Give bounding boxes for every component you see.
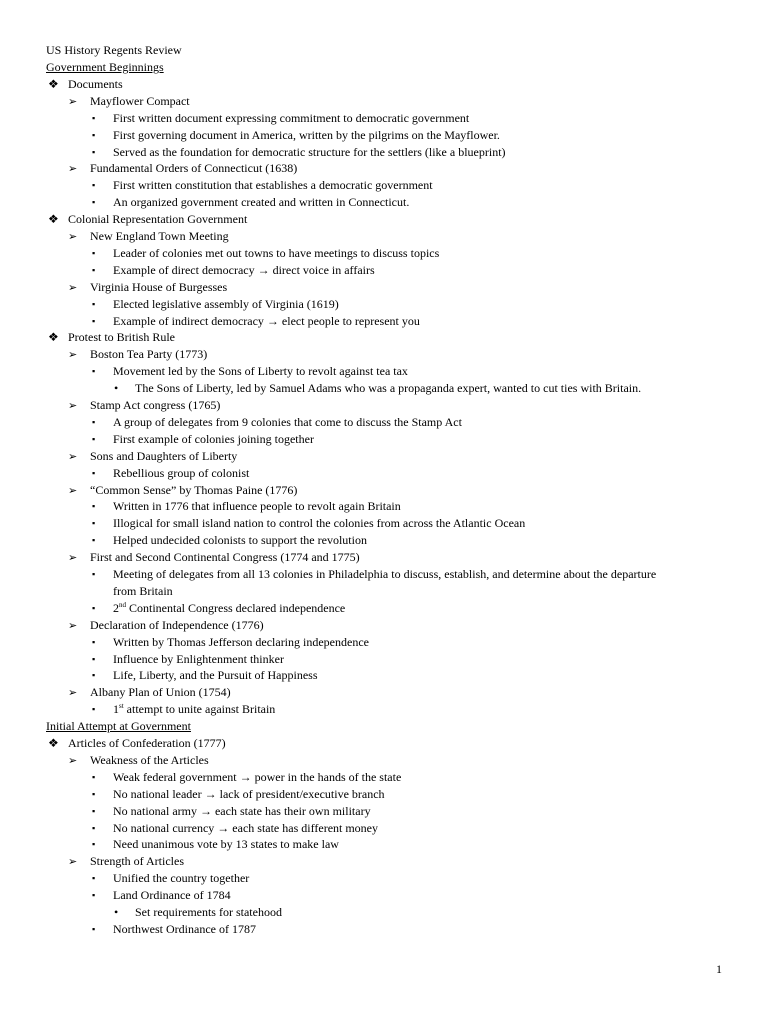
item-text: An organized government created and written in Connecticut. [113, 195, 410, 210]
outline-item [92, 600, 345, 618]
outline-item [92, 836, 339, 854]
dot-bullet-icon: • [114, 381, 119, 396]
item-text: 2nd Continental Congress declared independence [113, 600, 346, 615]
outline-item [92, 194, 409, 212]
outline-item [92, 414, 462, 432]
square-bullet-icon: ▪ [92, 670, 96, 681]
square-bullet-icon: ▪ [92, 839, 96, 850]
item-text: Set requirements for statehood [135, 905, 282, 919]
item-text: 1st attempt to unite against Britain [113, 702, 276, 717]
square-bullet-icon: ▪ [92, 653, 96, 664]
square-bullet-icon: ▪ [92, 467, 96, 478]
item-text: Unified the country together [113, 871, 250, 886]
item-text: Mayflower Compact [90, 93, 190, 108]
item-text: Virginia House of Burgesses [90, 279, 228, 294]
outline-item [92, 262, 375, 280]
outline-item [92, 921, 256, 939]
arrow-bullet-icon: ➢ [68, 349, 78, 362]
outline-item [68, 228, 229, 246]
arrow-bullet-icon: ➢ [68, 552, 78, 565]
item-text: Initial Attempt at Government [46, 719, 191, 734]
outline-item [92, 820, 378, 838]
item-text: from Britain [113, 583, 173, 598]
outline-item [113, 583, 173, 600]
outline-item [92, 786, 385, 804]
arrow-bullet-icon: ➢ [68, 484, 78, 497]
outline-item [92, 515, 525, 533]
item-text: The Sons of Liberty, led by Samuel Adams who was a propaganda expert, wanted to cut ties with Britain. [135, 381, 642, 396]
item-text: Land Ordinance of 1784 [113, 888, 231, 903]
square-bullet-icon: ▪ [92, 129, 96, 140]
outline-item [114, 380, 641, 397]
square-bullet-icon: ▪ [92, 518, 96, 529]
section-heading [46, 59, 164, 76]
arrow-bullet-icon: ➢ [68, 754, 78, 767]
outline-item [92, 651, 284, 669]
square-bullet-icon: ▪ [92, 112, 96, 123]
item-text: First governing document in America, written by the pilgrims on the Mayflower. [113, 127, 500, 142]
item-text: A group of delegates from 9 colonies that come to discuss the Stamp Act [113, 414, 462, 429]
outline-item [48, 211, 247, 228]
outline-item [92, 296, 339, 314]
outline-item [48, 76, 123, 93]
item-text: “Common Sense” by Thomas Paine (1776) [90, 482, 298, 497]
square-bullet-icon: ▪ [92, 264, 96, 275]
outline-item [68, 549, 360, 567]
item-text: Declaration of Independence (1776) [90, 617, 264, 632]
square-bullet-icon: ▪ [92, 569, 96, 579]
outline-item [68, 684, 231, 702]
outline-item [92, 803, 371, 821]
square-bullet-icon: ▪ [92, 366, 96, 377]
outline-item [92, 313, 420, 331]
item-text: Rebellious group of colonist [113, 465, 250, 480]
item-text: Government Beginnings [46, 60, 164, 74]
outline-item [48, 329, 175, 346]
item-text: Need unanimous vote by 13 states to make law [113, 837, 339, 852]
item-text: Written by Thomas Jefferson declaring independence [113, 634, 369, 649]
outline-item [92, 667, 318, 685]
item-text: First written constitution that establishes a democratic government [113, 178, 433, 193]
item-text: Stamp Act congress (1765) [90, 398, 221, 412]
item-text: New England Town Meeting [90, 229, 229, 243]
item-text: Influence by Enlightenment thinker [113, 651, 284, 666]
arrow-bullet-icon: ➢ [68, 400, 78, 412]
diamond-bullet-icon: ❖ [48, 736, 59, 750]
square-bullet-icon: ▪ [92, 822, 96, 833]
square-bullet-icon: ▪ [92, 416, 96, 427]
arrow-bullet-icon: ➢ [68, 95, 78, 108]
arrow-bullet-icon: ➢ [68, 163, 78, 176]
item-text: Movement led by the Sons of Liberty to revolt against tea tax [113, 364, 408, 379]
square-bullet-icon: ▪ [92, 890, 96, 901]
arrow-bullet-icon: ➢ [68, 687, 78, 700]
outline-item [92, 887, 231, 905]
square-bullet-icon: ▪ [92, 501, 96, 512]
square-bullet-icon: ▪ [92, 873, 96, 884]
square-bullet-icon: ▪ [92, 180, 96, 191]
outline-item [92, 431, 314, 449]
outline-item [68, 752, 209, 770]
outline-item [92, 110, 469, 128]
outline-item [68, 346, 207, 364]
outline-item [68, 279, 227, 297]
square-bullet-icon: ▪ [92, 197, 96, 208]
page-number: 1 [716, 962, 722, 976]
square-bullet-icon: ▪ [92, 602, 96, 613]
item-text: Written in 1776 that influence people to revolt again Britain [113, 499, 401, 514]
square-bullet-icon: ▪ [92, 771, 96, 782]
item-text: Weak federal government → power in the hands of the state [113, 769, 402, 784]
diamond-bullet-icon: ❖ [48, 212, 59, 227]
item-text: No national leader → lack of president/executive branch [113, 786, 385, 801]
item-text: No national army → each state has their own military [113, 803, 371, 818]
outline-item [68, 853, 184, 871]
square-bullet-icon: ▪ [92, 298, 96, 309]
square-bullet-icon: ▪ [92, 805, 96, 816]
item-text: Example of direct democracy → direct voice in affairs [113, 262, 375, 277]
item-text: Strength of Articles [90, 854, 184, 869]
outline-item [68, 482, 297, 500]
outline-item [92, 363, 408, 381]
square-bullet-icon: ▪ [92, 433, 96, 444]
outline-item [92, 566, 656, 584]
document-title: US History Regents Review [46, 43, 182, 57]
item-text: Northwest Ordinance of 1787 [113, 921, 256, 936]
diamond-bullet-icon: ❖ [48, 330, 59, 345]
item-text: Protest to British Rule [68, 330, 176, 345]
item-text: Articles of Confederation (1777) [68, 736, 226, 750]
item-text: Served as the foundation for democratic structure for the settlers (like a blueprint) [113, 144, 506, 159]
outline-item [92, 870, 249, 888]
section-heading [46, 718, 191, 735]
diamond-bullet-icon: ❖ [48, 76, 59, 91]
outline-item [92, 498, 401, 516]
square-bullet-icon: ▪ [92, 636, 96, 647]
item-text: No national currency → each state has different money [113, 820, 379, 835]
item-text: Elected legislative assembly of Virginia (1619) [113, 296, 339, 311]
outline-item [92, 532, 367, 550]
item-text: Albany Plan of Union (1754) [90, 685, 231, 700]
outline-item [68, 93, 190, 111]
item-text: First written document expressing commitment to democratic government [113, 110, 470, 125]
item-text: Life, Liberty, and the Pursuit of Happiness [113, 668, 318, 683]
outline-item [92, 245, 439, 263]
square-bullet-icon: ▪ [92, 146, 96, 157]
arrow-bullet-icon: ➢ [68, 231, 78, 243]
square-bullet-icon: ▪ [92, 923, 96, 934]
item-text: Boston Tea Party (1773) [90, 347, 208, 362]
outline-item [114, 904, 282, 921]
item-text: Weakness of the Articles [90, 752, 209, 767]
outline-item [92, 701, 275, 719]
square-bullet-icon: ▪ [92, 535, 96, 546]
outline-item [68, 617, 264, 635]
item-text: Documents [68, 76, 123, 91]
arrow-bullet-icon: ➢ [68, 281, 78, 294]
item-text: First and Second Continental Congress (1774 and 1775) [90, 550, 360, 565]
item-text: Leader of colonies met out towns to have meetings to discuss topics [113, 245, 440, 260]
outline-item [68, 448, 237, 466]
outline-item [68, 160, 297, 178]
outline-item [92, 465, 249, 483]
outline-item [92, 177, 433, 195]
dot-bullet-icon: • [114, 905, 119, 919]
outline-item [48, 735, 226, 752]
square-bullet-icon: ▪ [92, 315, 96, 326]
outline-item [68, 397, 220, 415]
outline-item [92, 634, 369, 652]
outline-item [92, 127, 500, 145]
square-bullet-icon: ▪ [92, 247, 96, 258]
square-bullet-icon: ▪ [92, 704, 96, 715]
item-text: First example of colonies joining together [113, 431, 314, 446]
item-text: Illogical for small island nation to control the colonies from across the Atlantic Ocean [113, 516, 526, 531]
item-text: Meeting of delegates from all 13 colonies in Philadelphia to discuss, establish, and determine about the departure [113, 567, 657, 581]
item-text: Colonial Representation Government [68, 212, 248, 227]
outline-item [92, 144, 506, 162]
square-bullet-icon: ▪ [92, 788, 96, 799]
item-text: Helped undecided colonists to support the revolution [113, 533, 367, 548]
item-text: Sons and Daughters of Liberty [90, 448, 238, 463]
item-text: Example of indirect democracy → elect people to represent you [113, 313, 420, 328]
arrow-bullet-icon: ➢ [68, 619, 78, 632]
item-text: Fundamental Orders of Connecticut (1638) [90, 161, 298, 176]
arrow-bullet-icon: ➢ [68, 450, 78, 463]
arrow-bullet-icon: ➢ [68, 856, 78, 869]
outline-item [92, 769, 401, 787]
